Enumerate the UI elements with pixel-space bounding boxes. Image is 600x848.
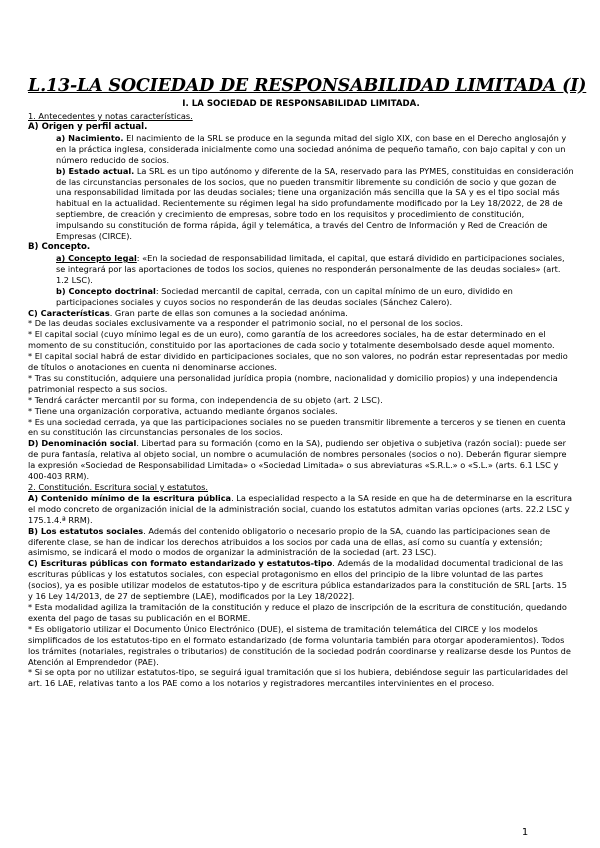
page-number: 1 [521,827,529,838]
list-item: * Es obligatorio utilizar el Documento Único Electrónico (DUE), el sistema de tramitación telemática del CIRCE y los modelos simplificados de los estatutos-tipo en el formato estandarizado (de forma voluntaria también para otorgar apoderamientos). Todos los trámites (notariales, registrales o tributarios) de constitución de la sociedad podrán coordinarse y realizarse desde los Puntos de Atención al Emprendedor (PAE). [28,623,571,667]
s1-b-b-text: : Sociedad mercantil de capital, cerrada, con un capital mínimo de un euro, dividido en participaciones sociales y cuyos socios no responderán de las deudas sociales (Sánchez Calero). [56,285,513,307]
list-item: * Tiene una organización corporativa, actuando mediante órganos sociales. [28,405,338,416]
s1-a-a-label: a) Nacimiento. [56,132,124,143]
s1-a-a-text: El nacimiento de la SRL se produce en la segunda mitad del siglo XIX, con base en el Derecho anglosajón y en la práctica inglesa, considerada inicialmente como una sociedad anónima de pequeño tamaño, con bajo capital y con un número reducido de socios. [56,132,567,165]
s2-b-heading: B) Los estatutos sociales [28,525,144,536]
s1-c-heading: C) Características [28,307,110,318]
s2-b-text: . Además del contenido obligatorio o necesario propio de la SA, cuando las participaciones sean de diferente clase, se han de indicar los derechos atribuidos a los socios por cada una de ellas, así como su cuantía y extensión; asimismo, se indicará el modo o modos de organizar la administración de la sociedad (art. 23 LSC). [28,525,551,558]
s1-d-heading: D) Denominación social [28,438,137,449]
s1-c-heading-line [28,308,574,319]
list-item: * Si se opta por no utilizar estatutos-tipo, se seguirá igual tramitación que si los hubiera, debiéndose seguir las particularidades del art. 16 LAE, relativas tanto a los PAE como a los notarios y registradores mercantiles intervinientes en el proceso. [28,667,568,689]
document-page [28,76,587,689]
list-item: * Esta modalidad agiliza la tramitación de la constitución y reduce el plazo de inscripción de la escritura de constitución, quedando exenta del pago de tasas su publicación en el BORME. [28,601,567,623]
s1-b-concepto-legal [28,253,574,286]
s2-c-paragraph [28,558,574,602]
s1-a-b-label: b) Estado actual. [56,165,135,176]
section-1-heading: 1. Antecedentes y notas características. [28,111,193,121]
s1-a-nacimiento [28,133,574,166]
s1-b-a-text: : «En la sociedad de responsabilidad limitada, el capital, que estará dividido en participaciones sociales, se integrará por las aportaciones de todos los socios, quienes no responderán personalmente de las deudas sociales» (art. 1.2 LSC). [56,252,565,285]
s2-a-paragraph [28,493,574,526]
list-item: * Es una sociedad cerrada, ya que las participaciones sociales no se pueden transmitir libremente a terceros y se tienen en cuenta en su constitución las circunstancias personales de los socios. [28,416,566,438]
s2-a-heading: A) Contenido mínimo de la escritura pública [28,492,232,503]
list-item: * Tendrá carácter mercantil por su forma, con independencia de su objeto (art. 2 LSC). [28,394,383,405]
s1-d-paragraph [28,438,574,482]
list-item: * El capital social habrá de estar dividido en participaciones sociales, que no son valores, no podrán estar representadas por medio de títulos o anotaciones en cuenta ni denominarse acciones. [28,351,568,373]
s1-a-b-text: La SRL es un tipo autónomo y diferente de la SA, reservado para las PYMES, constituidas en consideración de las circunstancias personales de los socios, que no pueden transmitir libremente su condición de socio y que gozan de una responsabilidad limitada por las deudas sociales; tiene una organización más sencilla que la SA y es el tipo social más habitual en la actualidad. Recientemente su régimen legal ha sido profundamente modificado por la Ley 18/2022, de 28 de septiembre, de creación y crecimiento de empresas, sobre todo en los requisitos y procedimiento de constitución, impulsando su constitución de forma rápida, ágil y telemática, a través del Centro de Información y Red de Creación de Empresas (CIRCE). [56,165,574,242]
s2-a-text: . La especialidad respecto a la SA reside en que ha de determinarse en la escritura el modo concreto de organización inicial de la administración social, cuando los estatutos admitan varias opciones (arts. 22.2 LSC y 175.1.4.ª RRM). [28,492,572,525]
s2-c-heading: C) Escrituras públicas con formato estandarizado y estatutos-tipo [28,558,333,569]
s1-b-heading: B) Concepto. [28,241,91,252]
s1-a-estado-actual [28,166,574,242]
s1-b-concepto-doctrinal [28,286,574,308]
s1-d-text: . Libertad para su formación (como en la SA), pudiendo ser objetiva o subjetiva (razón social): puede ser de pura fantasía, relativa al objeto social, un nombre o acumulación de nombres personales (socios o no). Deberán figurar siempre la expresión «Sociedad de Responsabilidad Limitada» o «Sociedad Limitada» o sus abreviaturas «S.R.L.» o «S.L.» (arts. 6.1 LSC y 400-403 RRM). [28,438,567,482]
s1-b-a-label: a) Concepto legal [56,252,137,263]
s1-c-heading-rest: . Gran parte de ellas son comunes a la sociedad anónima. [109,307,348,318]
section-2-heading: 2. Constitución. Escritura social y estatutos. [28,482,209,492]
list-item: * Tras su constitución, adquiere una personalidad jurídica propia (nombre, nacionalidad y domicilio propios) y una independencia patrimonial respecto a sus socios. [28,372,558,394]
section-subtitle: I. LA SOCIEDAD DE RESPONSABILIDAD LIMITADA. [182,99,420,109]
list-item: * De las deudas sociales exclusivamente va a responder el patrimonio social, no el personal de los socios. [28,318,463,329]
s2-c-text: . Además de la modalidad documental tradicional de las escrituras públicas y los estatutos sociales, con especial protagonismo en ellos del principio de la libre voluntad de las partes (socios), ya es posible utilizar modelos de estatutos-tipo y de escritura pública estandarizados para la constitución de SRL [arts. 15 y 16 Ley 14/2013, de 27 de septiembre (LAE), modificados por la Ley 18/2022]. [28,558,567,602]
list-item: * El capital social (cuyo mínimo legal es de un euro), como garantía de los acreedores sociales, ha de estar determinado en el momento de su constitución, constituido por las aportaciones de cada socio y totalmente desembolsado desde aquel momento. [28,329,555,351]
s2-b-paragraph [28,526,574,559]
page-title: L.13-LA SOCIEDAD DE RESPONSABILIDAD LIMITADA (I) [28,76,587,96]
s1-b-b-label: b) Concepto doctrinal [56,285,156,296]
s1-a-heading: A) Origen y perfil actual. [28,121,148,132]
